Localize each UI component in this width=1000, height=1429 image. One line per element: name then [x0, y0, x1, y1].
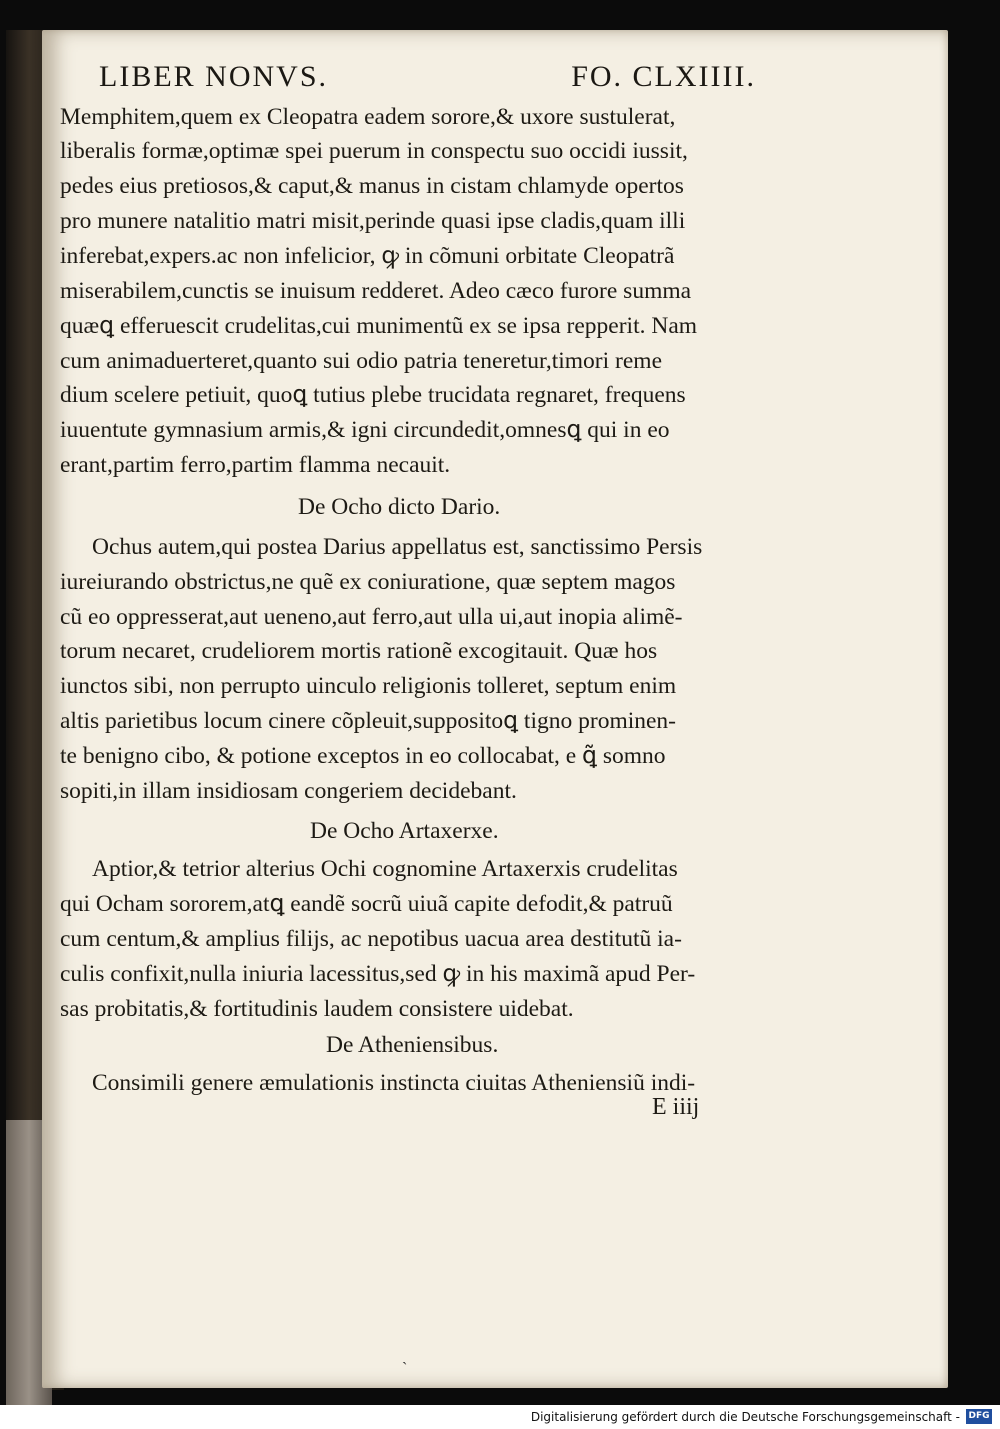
- section-heading: De Ocho Artaxerxe.: [310, 818, 499, 844]
- text-line: cũ eo oppresserat,aut ueneno,aut ferro,aut ulla ui,aut inopia alimẽ-: [60, 604, 683, 630]
- text-line: altis parietibus locum cinere cõpleuit,suppositoꝗ tigno prominen-: [60, 708, 677, 734]
- text-line: erant,partim ferro,partim flamma necauit.: [60, 452, 451, 478]
- section-heading: De Atheniensibus.: [326, 1032, 499, 1058]
- text-line: dium scelere petiuit, quoꝗ tutius plebe trucidata regnaret, frequens: [60, 382, 686, 408]
- dfg-logo-icon: DFG: [966, 1409, 992, 1424]
- text-line: sas probitatis,& fortitudinis laudem consistere uidebat.: [60, 996, 574, 1022]
- text-line: qui Ocham sororem,atꝗ eandẽ socrũ uiuã capite defodit,& patruũ: [60, 891, 673, 917]
- text-line: torum necaret, crudeliorem mortis rationẽ excogitauit. Quæ hos: [60, 638, 658, 664]
- digitization-footer: [0, 1405, 1000, 1429]
- text-line: te benigno cibo, & potione exceptos in eo collocabat, e ꝗ̃ somno: [60, 743, 666, 769]
- funding-notice: Digitalisierung gefördert durch die Deutsche Forschungsgemeinschaft -: [530, 1410, 960, 1424]
- text-line: iuuentute gymnasium armis,& igni circundedit,omnesꝗ qui in eo: [60, 417, 670, 443]
- text-line: iunctos sibi, non perrupto uinculo religionis tolleret, septum enim: [60, 673, 677, 699]
- text-line: liberalis formæ,optimæ spei puerum in conspectu suo occidi iussit,: [60, 138, 688, 164]
- book-page: [42, 30, 948, 1388]
- ink-speck: ˎ: [402, 1348, 408, 1365]
- header-book-title: LIBER NONVS.: [99, 60, 329, 93]
- text-line: quæꝗ efferuescit crudelitas,cui munimentũ ex se ipsa repperit. Nam: [60, 313, 698, 339]
- text-line: cum centum,& amplius filijs, ac nepotibus uacua area destitutũ ia-: [60, 926, 682, 952]
- text-line: Consimili genere æmulationis instincta ciuitas Atheniensiũ indi-: [92, 1070, 696, 1096]
- text-line: Memphitem,quem ex Cleopatra eadem sorore,& uxore sustulerat,: [60, 104, 676, 130]
- section-heading: De Ocho dicto Dario.: [298, 494, 501, 520]
- signature-mark: E iiij: [652, 1094, 700, 1120]
- header-folio-number: FO. CLXIIII.: [571, 60, 756, 93]
- text-line: culis confixit,nulla iniuria lacessitus,sed ꝙ in his maximã apud Per-: [60, 961, 696, 987]
- text-line: pedes eius pretiosos,& caput,& manus in cistam chlamyde opertos: [60, 173, 684, 199]
- text-line: pro munere natalitio matri misit,perinde quasi ipse cladis,quam illi: [60, 208, 686, 234]
- text-line: inferebat,expers.ac non infelicior, ꝙ in cõmuni orbitate Cleopatrã: [60, 243, 675, 269]
- text-line: Aptior,& tetrior alterius Ochi cognomine Artaxerxis crudelitas: [92, 856, 678, 882]
- text-line: cum animaduerteret,quanto sui odio patria teneretur,timori reme: [60, 348, 663, 374]
- text-line: sopiti,in illam insidiosam congeriem decidebant.: [60, 778, 517, 804]
- text-line: miserabilem,cunctis se inuisum redderet. Adeo cæco furore summa: [60, 278, 692, 304]
- text-line: iureiurando obstrictus,ne quẽ ex coniuratione, quæ septem magos: [60, 569, 676, 595]
- text-line: Ochus autem,qui postea Darius appellatus est, sanctissimo Persis: [92, 534, 703, 560]
